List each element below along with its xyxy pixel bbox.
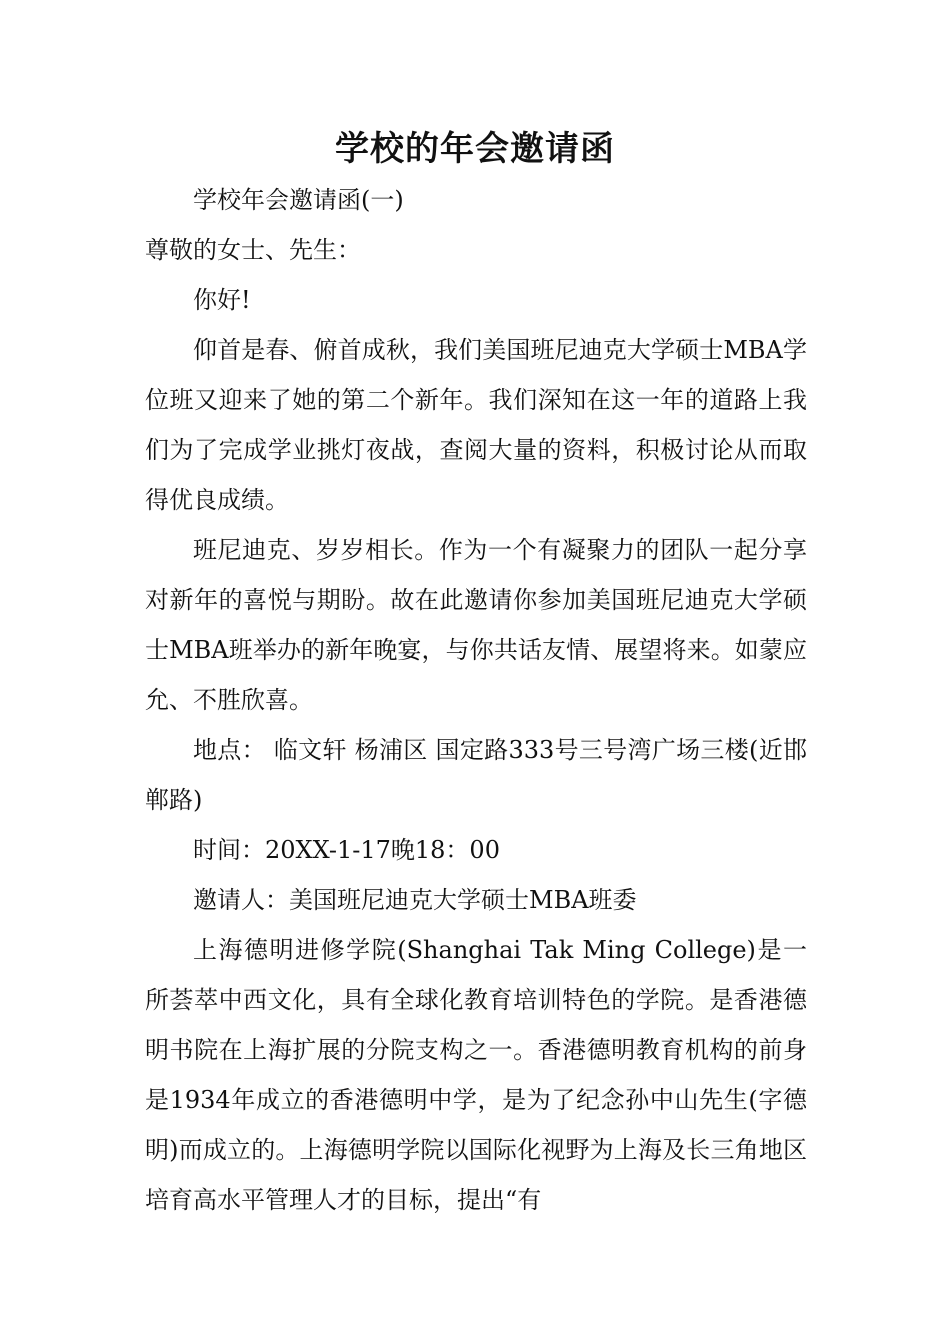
greeting: 你好!	[193, 286, 251, 314]
salutation: 尊敬的女士、先生：	[145, 236, 361, 264]
time-line: 时间：20XX-1-17晚18：00	[193, 836, 500, 864]
paragraph-intro: 仰首是春、俯首成秋，我们美国班尼迪克大学硕士MBA学位班又迎来了她的第二个新年。我们深知在这一年的道路上我们为了完成学业挑灯夜战，查阅大量的资料，积极讨论从而取得优良成绩。	[145, 336, 807, 514]
inviter-line: 邀请人：美国班尼迪克大学硕士MBA班委	[193, 886, 637, 914]
document-title: 学校的年会邀请函	[335, 129, 615, 169]
paragraph-college: 上海德明进修学院(Shanghai Tak Ming College)是一所荟萃中西文化，具有全球化教育培训特色的学院。是香港德明书院在上海扩展的分院支构之一。香港德明教育机构的前身是1934年成立的香港德明中学，是为了纪念孙中山先生(字德明)而成立的。上海德明学院以国际化视野为上海及长三角地区培育高水平管理人才的目标，提出“有	[145, 936, 807, 1214]
document-body	[145, 175, 807, 1225]
location-line: 地点： 临文轩 杨浦区 国定路333号三号湾广场三楼(近邯郸路)	[145, 736, 807, 814]
subtitle: 学校年会邀请函(一)	[193, 186, 404, 214]
paragraph-invitation: 班尼迪克、岁岁相长。作为一个有凝聚力的团队一起分享对新年的喜悦与期盼。故在此邀请你参加美国班尼迪克大学硕士MBA班举办的新年晚宴，与你共话友情、展望将来。如蒙应允、不胜欣喜。	[145, 536, 807, 714]
